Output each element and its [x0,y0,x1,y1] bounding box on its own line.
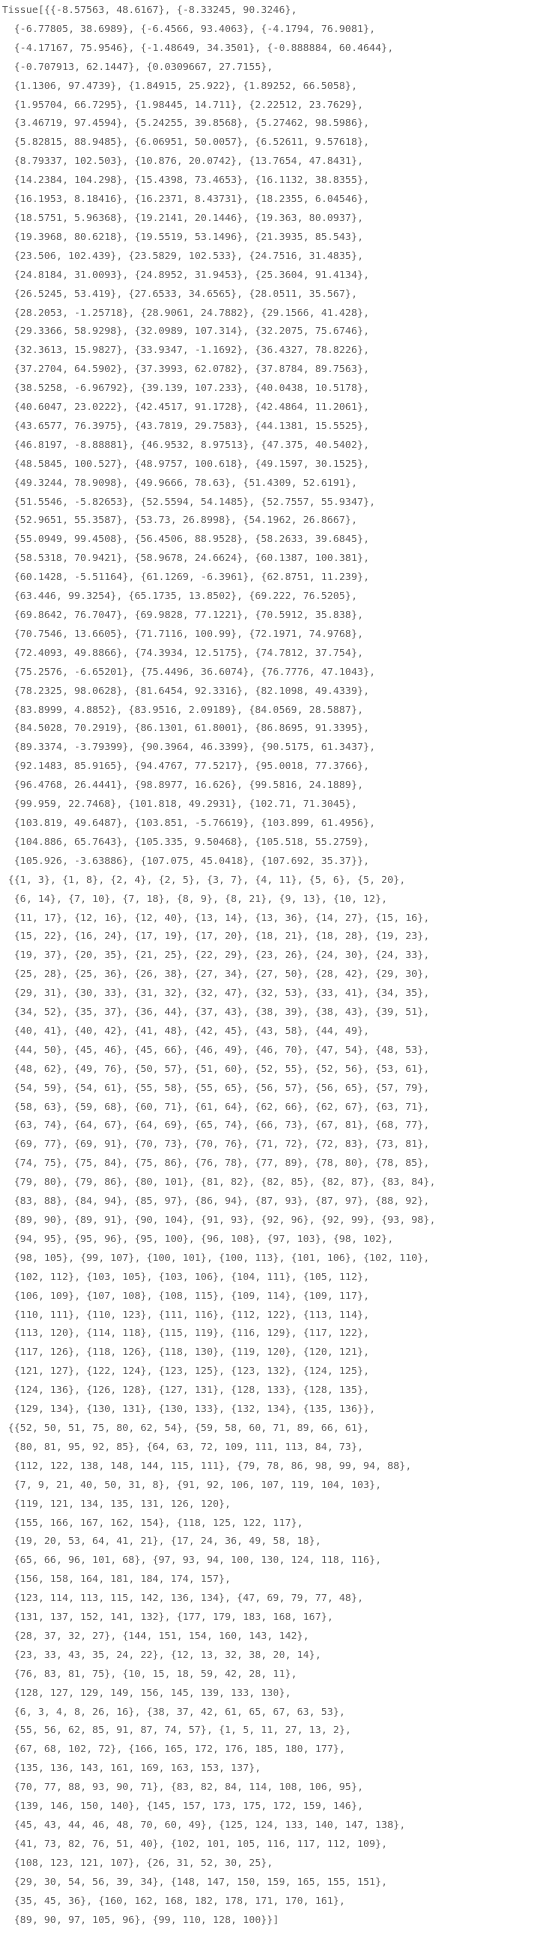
code-line: {58.5318, 70.9421}, {58.9678, 24.6624}, {60.1387, 100.381}, [2,553,370,565]
code-line: {1.1306, 97.4739}, {1.84915, 25.922}, {1.89252, 66.5058}, [2,80,358,92]
code-line: {80, 81, 95, 92, 85}, {64, 63, 72, 109, 111, 113, 84, 73}, [2,1441,364,1453]
code-line: {19, 20, 53, 64, 41, 21}, {17, 24, 36, 49, 58, 18}, [2,1536,322,1548]
code-line: {29, 30, 54, 56, 39, 34}, {148, 147, 150, 159, 165, 155, 151}, [2,1876,388,1888]
code-line: {5.82815, 88.9485}, {6.06951, 50.0057}, {6.52611, 9.57618}, [2,137,370,149]
code-line: {-6.77805, 38.6989}, {-6.4566, 93.4063}, {-4.1794, 76.9081}, [2,23,376,35]
code-line: {89, 90, 97, 105, 96}, {99, 110, 128, 100}}] [2,1914,279,1926]
code-line: {7, 9, 21, 40, 50, 31, 8}, {91, 92, 106, 107, 119, 104, 103}, [2,1479,382,1491]
code-line: {-0.707913, 62.1447}, {0.0309667, 27.7155}, [2,61,273,73]
code-line: {35, 45, 36}, {160, 162, 168, 182, 178, 171, 170, 161}, [2,1895,346,1907]
code-line: {70, 77, 88, 93, 90, 71}, {83, 82, 84, 114, 108, 106, 95}, [2,1782,364,1794]
code-line: {51.5546, -5.82653}, {52.5594, 54.1485}, {52.7557, 55.9347}, [2,496,376,508]
code-line: {16.1953, 8.18416}, {16.2371, 8.43731}, {18.2355, 6.04546}, [2,194,370,206]
code-line: {60.1428, -5.51164}, {61.1269, -6.3961}, {62.8751, 11.239}, [2,572,370,584]
code-line: {63, 74}, {64, 67}, {64, 69}, {65, 74}, {66, 73}, {67, 81}, {68, 77}, [2,1120,430,1132]
code-line: {98, 105}, {99, 107}, {100, 101}, {100, 113}, {101, 106}, {102, 110}, [2,1252,430,1264]
code-line: {74, 75}, {75, 84}, {75, 86}, {76, 78}, {77, 89}, {78, 80}, {78, 85}, [2,1158,430,1170]
code-line: {113, 120}, {114, 118}, {115, 119}, {116, 129}, {117, 122}, [2,1328,370,1340]
code-line: {99.959, 22.7468}, {101.818, 49.2931}, {102.71, 71.3045}, [2,799,358,811]
code-line: {40.6047, 23.0222}, {42.4517, 91.1728}, {42.4864, 11.2061}, [2,402,370,414]
code-line: {70.7546, 13.6605}, {71.7116, 100.99}, {72.1971, 74.9768}, [2,628,364,640]
code-line: {156, 158, 164, 181, 184, 174, 157}, [2,1574,231,1586]
code-line: {48.5845, 100.527}, {48.9757, 100.618}, {49.1597, 30.1525}, [2,458,370,470]
code-line: {29, 31}, {30, 33}, {31, 32}, {32, 47}, {32, 53}, {33, 41}, {34, 35}, [2,988,430,1000]
code-line: {{52, 50, 51, 75, 80, 62, 54}, {59, 58, 60, 71, 89, 66, 61}, [2,1422,370,1434]
code-line: {6, 3, 4, 8, 26, 16}, {38, 37, 42, 61, 65, 67, 63, 53}, [2,1706,346,1718]
code-line: {89, 90}, {89, 91}, {90, 104}, {91, 93}, {92, 96}, {92, 99}, {93, 98}, [2,1215,436,1226]
code-line: {19.3968, 80.6218}, {19.5519, 53.1496}, {21.3935, 85.543}, [2,231,364,243]
code-line: {28.2053, -1.25718}, {28.9061, 24.7882}, {29.1566, 41.428}, [2,307,370,319]
code-line: {123, 114, 113, 115, 142, 136, 134}, {47, 69, 79, 77, 48}, [2,1593,364,1605]
code-line: {102, 112}, {103, 105}, {103, 106}, {104, 111}, {105, 112}, [2,1271,370,1283]
code-line: {43.6577, 76.3975}, {43.7819, 29.7583}, {44.1381, 15.5525}, [2,420,370,432]
code-line: {48, 62}, {49, 76}, {50, 57}, {51, 60}, {52, 55}, {52, 56}, {53, 61}, [2,1063,430,1075]
code-line: Tissue[{{-8.57563, 48.6167}, {-8.33245, 90.3246}, [2,5,298,16]
code-line: {155, 166, 167, 162, 154}, {118, 125, 122, 117}, [2,1517,304,1529]
code-line: {117, 126}, {118, 126}, {118, 130}, {119, 120}, {120, 121}, [2,1347,370,1359]
code-line: {135, 136, 143, 161, 169, 163, 153, 137}, [2,1763,261,1775]
code-line: {55, 56, 62, 85, 91, 87, 74, 57}, {1, 5, 11, 27, 13, 2}, [2,1725,352,1737]
code-line: {11, 17}, {12, 16}, {12, 40}, {13, 14}, {13, 36}, {14, 27}, {15, 16}, [2,912,430,924]
code-line: {19, 37}, {20, 35}, {21, 25}, {22, 29}, {23, 26}, {24, 30}, {24, 33}, [2,950,430,962]
code-line: {23, 33, 43, 35, 24, 22}, {12, 13, 32, 38, 20, 14}, [2,1649,322,1661]
code-line: {38.5258, -6.96792}, {39.139, 107.233}, {40.0438, 10.5178}, [2,383,370,395]
code-line: {45, 43, 44, 46, 48, 70, 60, 49}, {125, 124, 133, 140, 147, 138}, [2,1820,406,1831]
code-line: {79, 80}, {79, 86}, {80, 101}, {81, 82}, {82, 85}, {82, 87}, {83, 84}, [2,1177,436,1189]
code-line: {58, 63}, {59, 68}, {60, 71}, {61, 64}, {62, 66}, {62, 67}, {63, 71}, [2,1101,430,1113]
code-line: {18.5751, 5.96368}, {19.2141, 20.1446}, {19.363, 80.0937}, [2,212,364,224]
code-line: {104.886, 65.7643}, {105.335, 9.50468}, {105.518, 55.2759}, [2,836,370,848]
code-line: {69.8642, 76.7047}, {69.9828, 77.1221}, {70.5912, 35.838}, [2,610,364,621]
code-line: {139, 146, 150, 140}, {145, 157, 173, 175, 172, 159, 146}, [2,1801,364,1813]
code-line: {55.0949, 99.4508}, {56.4506, 88.9528}, {58.2633, 39.6845}, [2,534,370,546]
code-line: {69, 77}, {69, 91}, {70, 73}, {70, 76}, {71, 72}, {72, 83}, {73, 81}, [2,1139,430,1151]
code-line: {49.3244, 78.9098}, {49.9666, 78.63}, {51.4309, 52.6191}, [2,477,358,489]
code-line: {24.8184, 31.0093}, {24.8952, 31.9453}, {25.3604, 91.4134}, [2,269,370,281]
code-line: {25, 28}, {25, 36}, {26, 38}, {27, 34}, {27, 50}, {28, 42}, {29, 30}, [2,969,430,981]
code-line: {112, 122, 138, 148, 144, 115, 111}, {79, 78, 86, 98, 99, 94, 88}, [2,1460,412,1472]
code-line: {44, 50}, {45, 46}, {45, 66}, {46, 49}, {46, 70}, {47, 54}, {48, 53}, [2,1044,430,1056]
code-line: {6, 14}, {7, 10}, {7, 18}, {8, 9}, {8, 21}, {9, 13}, {10, 12}, [2,893,388,905]
code-line: {52.9651, 55.3587}, {53.73, 26.8998}, {54.1962, 26.8667}, [2,515,358,527]
code-line: {1.95704, 66.7295}, {1.98445, 14.711}, {2.22512, 23.7629}, [2,99,364,111]
code-line: {-4.17167, 75.9546}, {-1.48649, 34.3501}, {-0.888884, 60.4644}, [2,42,394,54]
code-line: {105.926, -3.63886}, {107.075, 45.0418}, {107.692, 35.37}}, [2,855,370,867]
code-line: {8.79337, 102.503}, {10.876, 20.0742}, {13.7654, 47.8431}, [2,156,364,168]
code-line: {26.5245, 53.419}, {27.6533, 34.6565}, {28.0511, 35.567}, [2,288,358,300]
code-line: {92.1483, 85.9165}, {94.4767, 77.5217}, {95.0018, 77.3766}, [2,761,370,773]
code-line: {65, 66, 96, 101, 68}, {97, 93, 94, 100, 130, 124, 118, 116}, [2,1555,382,1567]
code-line: {29.3366, 58.9298}, {32.0989, 107.314}, {32.2075, 75.6746}, [2,326,370,338]
code-line: {83.8999, 4.8852}, {83.9516, 2.09189}, {84.0569, 28.5887}, [2,704,364,716]
code-line: {89.3374, -3.79399}, {90.3964, 46.3399}, {90.5175, 61.3437}, [2,742,376,754]
code-line: {106, 109}, {107, 108}, {108, 115}, {109, 114}, {109, 117}, [2,1290,370,1302]
code-line: {72.4093, 49.8866}, {74.3934, 12.5175}, {74.7812, 37.754}, [2,647,364,659]
code-line: {94, 95}, {95, 96}, {95, 100}, {96, 108}, {97, 103}, {98, 102}, [2,1233,394,1245]
code-line: {83, 88}, {84, 94}, {85, 97}, {86, 94}, {87, 93}, {87, 97}, {88, 92}, [2,1196,430,1208]
code-line: {110, 111}, {110, 123}, {111, 116}, {112, 122}, {113, 114}, [2,1309,370,1321]
code-line: {15, 22}, {16, 24}, {17, 19}, {17, 20}, {18, 21}, {18, 28}, {19, 23}, [2,931,430,943]
code-line: {23.506, 102.439}, {23.5829, 102.533}, {24.7516, 31.4835}, [2,250,364,262]
code-line: {14.2384, 104.298}, {15.4398, 73.4653}, {16.1132, 38.8355}, [2,175,370,187]
code-line: {54, 59}, {54, 61}, {55, 58}, {55, 65}, {56, 57}, {56, 65}, {57, 79}, [2,1082,430,1094]
code-line: {78.2325, 98.0628}, {81.6454, 92.3316}, {82.1098, 49.4339}, [2,685,370,697]
code-line: {129, 134}, {130, 131}, {130, 133}, {132, 134}, {135, 136}}, [2,1404,376,1416]
code-line: {84.5028, 70.2919}, {86.1301, 61.8001}, {86.8695, 91.3395}, [2,723,370,735]
code-line: {108, 123, 121, 107}, {26, 31, 52, 30, 25}, [2,1857,273,1869]
code-line: {67, 68, 102, 72}, {166, 165, 172, 176, 185, 180, 177}, [2,1744,346,1756]
code-line: {75.2576, -6.65201}, {75.4496, 36.6074}, {76.7776, 47.1043}, [2,666,376,678]
code-line: {76, 83, 81, 75}, {10, 15, 18, 59, 42, 28, 11}, [2,1668,298,1680]
code-line: {40, 41}, {40, 42}, {41, 48}, {42, 45}, {43, 58}, {44, 49}, [2,1025,370,1037]
code-line: {34, 52}, {35, 37}, {36, 44}, {37, 43}, {38, 39}, {38, 43}, {39, 51}, [2,1007,430,1019]
code-line: {{1, 3}, {1, 8}, {2, 4}, {2, 5}, {3, 7}, {4, 11}, {5, 6}, {5, 20}, [2,874,406,886]
code-line: {28, 37, 32, 27}, {144, 151, 154, 160, 143, 142}, [2,1630,310,1642]
code-line: {119, 121, 134, 135, 131, 126, 120}, [2,1498,231,1510]
code-line: {46.8197, -8.88881}, {46.9532, 8.97513}, {47.375, 40.5402}, [2,439,370,451]
code-line: {32.3613, 15.9827}, {33.9347, -1.1692}, {36.4327, 78.8226}, [2,345,370,357]
code-line: {131, 137, 152, 141, 132}, {177, 179, 183, 168, 167}, [2,1612,334,1624]
code-line: {37.2704, 64.5902}, {37.3993, 62.0782}, {37.8784, 89.7563}, [2,364,370,376]
code-line: {121, 127}, {122, 124}, {123, 125}, {123, 132}, {124, 125}, [2,1366,370,1378]
code-line: {128, 127, 129, 149, 156, 145, 139, 133, 130}, [2,1687,291,1699]
code-line: {41, 73, 82, 76, 51, 40}, {102, 101, 105, 116, 117, 112, 109}, [2,1838,388,1850]
code-line: {124, 136}, {126, 128}, {127, 131}, {128, 133}, {128, 135}, [2,1385,370,1397]
code-line: {96.4768, 26.4441}, {98.8977, 16.626}, {99.5816, 24.1889}, [2,780,364,792]
code-line: {63.446, 99.3254}, {65.1735, 13.8502}, {69.222, 76.5205}, [2,591,358,603]
code-line: {3.46719, 97.4594}, {5.24255, 39.8568}, {5.27462, 98.5986}, [2,118,370,130]
code-line: {103.819, 49.6487}, {103.851, -5.76619}, {103.899, 61.4956}, [2,817,376,829]
